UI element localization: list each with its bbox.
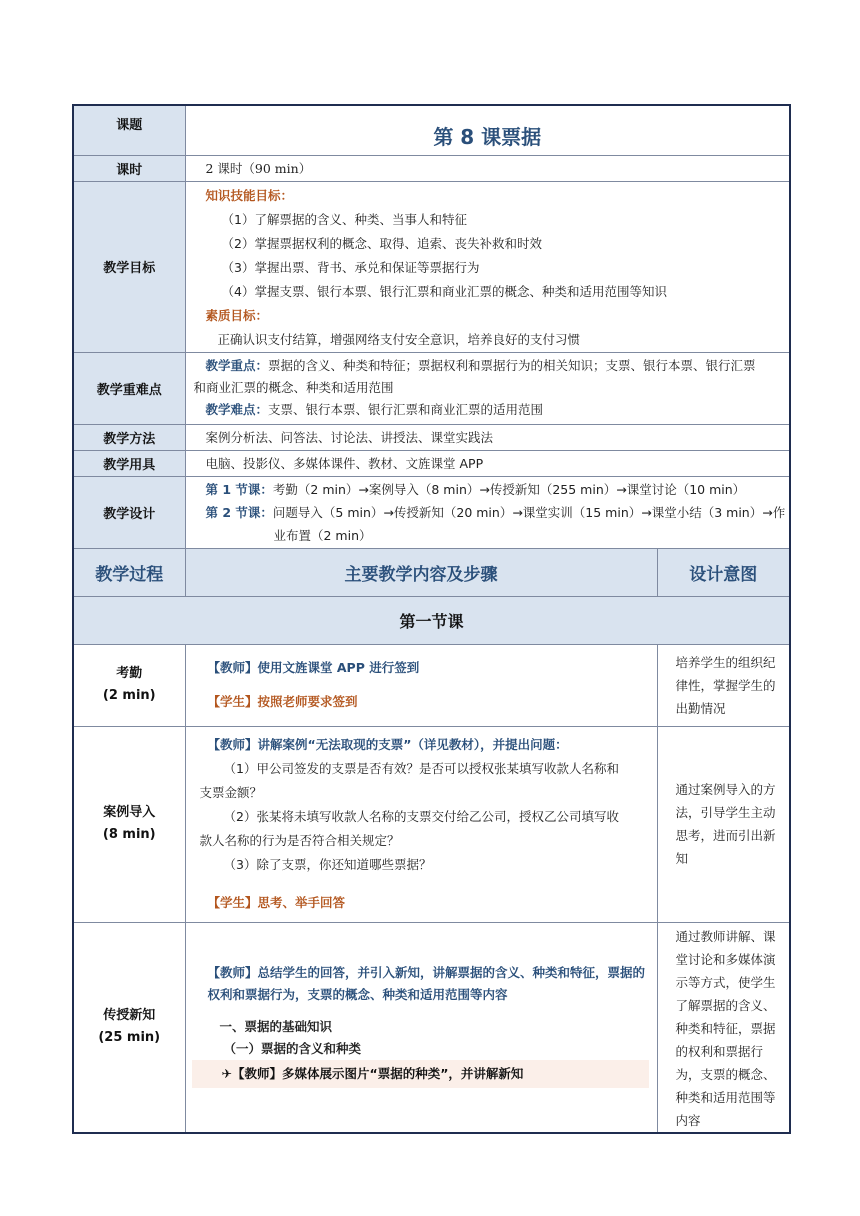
knowledge-goal-item: （3）掌握出票、背书、承兑和保证等票据行为 xyxy=(221,259,480,275)
topic-label: 课题 xyxy=(73,105,185,155)
difficult-point-text: 支票、银行本票、银行汇票和商业汇票的适用范围 xyxy=(268,402,544,417)
hours-label: 课时 xyxy=(73,155,185,181)
key-point-label: 教学重点： xyxy=(205,358,269,373)
methods-label: 教学方法 xyxy=(73,424,185,450)
case-row xyxy=(73,726,790,922)
session1-label: 第 1 节课： xyxy=(205,481,273,497)
tools-value: 电脑、投影仪、多媒体课件、教材、文旌课堂 APP xyxy=(185,450,790,476)
case-question: （3）除了支票，你还知道哪些票据？ xyxy=(223,857,432,872)
methods-value: 案例分析法、问答法、讨论法、讲授法、课堂实践法 xyxy=(185,424,790,450)
lesson-plan-table xyxy=(72,104,791,1134)
quality-goal-title: 素质目标： xyxy=(205,307,269,323)
stage-time: (2 min) xyxy=(102,688,156,703)
case-question: （2）张某将未填写收款人名称的支票交付给乙公司，授权乙公司填写收 xyxy=(223,809,619,824)
attendance-content xyxy=(185,644,657,726)
knowledge-goal-title: 知识技能目标： xyxy=(205,187,294,203)
design-row xyxy=(73,476,790,548)
methods-row xyxy=(73,424,790,450)
lesson-plan-sheet xyxy=(72,104,789,1134)
teacher-step: 【教师】总结学生的回答，并引入新知，讲解票据的含义、种类和特征，票据的权利和票据行为，支票的概念、种类和适用范围等内容 xyxy=(207,965,646,1002)
teacher-callout: ✈【教师】多媒体展示图片“票据的种类”，并讲解新知 xyxy=(192,1060,649,1088)
hours-row xyxy=(73,155,790,181)
key-point-text-cont: 和商业汇票的概念、种类和适用范围 xyxy=(193,380,394,395)
intent-col-header: 设计意图 xyxy=(657,548,790,596)
process-header-row xyxy=(73,548,790,596)
knowledge-goal-item: （1）了解票据的含义、种类、当事人和特征 xyxy=(221,211,467,227)
tools-label: 教学用具 xyxy=(73,450,185,476)
design-label: 教学设计 xyxy=(73,476,185,548)
content-col-header: 主要教学内容及步骤 xyxy=(185,548,657,596)
stage-time: (8 min) xyxy=(102,827,156,842)
case-content xyxy=(185,726,657,922)
session2-text-cont: 业布置（2 min） xyxy=(273,527,372,543)
stage-name: 考勤 xyxy=(116,666,143,681)
knowledge-goal-item: （4）掌握支票、银行本票、银行汇票和商业汇票的概念、种类和适用范围等知识 xyxy=(221,283,667,299)
design-content xyxy=(185,476,790,548)
section-row xyxy=(73,596,790,644)
page-title: 第 8 课票据 xyxy=(185,105,790,155)
session1-text: 考勤（2 min）→案例导入（8 min）→传授新知（255 min）→课堂讨论（10 min） xyxy=(272,481,746,497)
goals-content xyxy=(185,181,790,352)
case-question-cont: 支票金额？ xyxy=(199,785,263,800)
student-step: 【学生】按照老师要求签到 xyxy=(207,694,358,709)
case-question: （1）甲公司签发的支票是否有效？是否可以授权张某填写收款人名称和 xyxy=(223,761,619,776)
new-knowledge-stage xyxy=(73,922,185,1133)
case-intent: 通过案例导入的方法，引导学生主动思考，进而引出新知 xyxy=(657,726,790,922)
knowledge-goal-item: （2）掌握票据权利的概念、取得、追索、丧失补救和时效 xyxy=(221,235,542,251)
topic-row xyxy=(73,105,790,155)
attendance-stage xyxy=(73,644,185,726)
stage-name: 案例导入 xyxy=(103,805,156,820)
new-knowledge-row xyxy=(73,922,790,1133)
stage-time: (25 min) xyxy=(98,1030,161,1045)
stage-name: 传授新知 xyxy=(103,1008,156,1023)
teacher-step: 【教师】讲解案例“无法取现的支票”（详见教材），并提出问题： xyxy=(207,737,568,752)
section-heading: 一、票据的基础知识 xyxy=(219,1019,333,1034)
new-knowledge-intent: 通过教师讲解、课堂讨论和多媒体演示等方式，使学生了解票据的含义、种类和特征，票据的权利和票据行为，支票的概念、种类和适用范围等内容 xyxy=(657,922,790,1133)
case-stage xyxy=(73,726,185,922)
student-step: 【学生】思考、举手回答 xyxy=(207,895,346,910)
difficult-point-label: 教学难点： xyxy=(205,402,269,417)
key-points-label: 教学重难点 xyxy=(73,352,185,424)
key-point-text: 票据的含义、种类和特征；票据权利和票据行为的相关知识；支票、银行本票、银行汇票 xyxy=(268,358,756,373)
key-points-content xyxy=(185,352,790,424)
subsection-heading: （一）票据的含义和种类 xyxy=(223,1041,362,1056)
case-question-cont: 款人名称的行为是否符合相关规定？ xyxy=(199,833,400,848)
key-points-row xyxy=(73,352,790,424)
teacher-step: 【教师】使用文旌课堂 APP 进行签到 xyxy=(207,660,420,675)
goals-label: 教学目标 xyxy=(73,181,185,352)
section-title: 第一节课 xyxy=(73,596,790,644)
quality-goal-text: 正确认识支付结算，增强网络支付安全意识，培养良好的支付习惯 xyxy=(217,331,581,347)
tools-row xyxy=(73,450,790,476)
goals-row xyxy=(73,181,790,352)
new-knowledge-content xyxy=(185,922,657,1133)
attendance-row xyxy=(73,644,790,726)
process-col-header: 教学过程 xyxy=(73,548,185,596)
session2-label: 第 2 节课： xyxy=(205,504,273,520)
session2-text: 问题导入（5 min）→传授新知（20 min）→课堂实训（15 min）→课堂小结（3 min）→作 xyxy=(272,504,786,520)
attendance-intent: 培养学生的组织纪律性，掌握学生的出勤情况 xyxy=(657,644,790,726)
hours-value: 2 课时（90 min） xyxy=(185,155,790,181)
